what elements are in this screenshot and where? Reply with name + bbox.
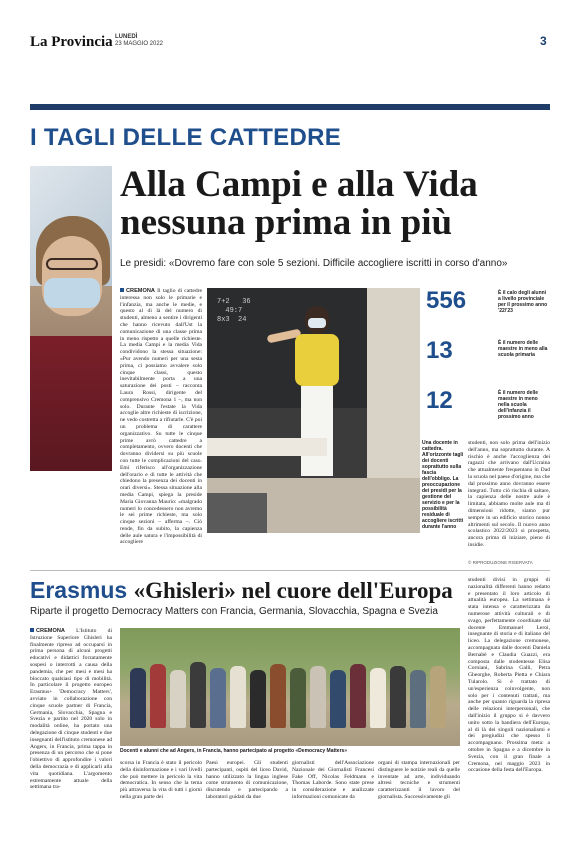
article2-column-5 xyxy=(378,760,460,838)
article2-col3-text: Paesi europei. Gli studenti partecipanti, ospiti del liceo David, hanno utilizzato la lingua inglese come strumento di comunicazione, discutendo e partecipando a laboratori guidati da due xyxy=(206,760,288,800)
article2-column-6 xyxy=(468,577,550,837)
photo-teacher-trousers xyxy=(301,386,333,476)
article1-col3-text: studenti, non solo prima dell'inizio dell'anno, ma soprattutto durante. A rischio è anche l'accoglienza dei ragazzi che arrivano dall'Ucraina che attualmente frequentano in Dad la scuola nel paese d'origine, ma che dal prossimo anno dovranno essere integrati. Tutto ciò rischia di saltare, la capienza delle nostre aule è limitata, abbiamo molte aule ma di dimensioni ridotte, siamo pur sempre in un edificio storico nonno altrimenti sul secolo. Il nuovo anno scolastico 2022/2023 si prospetta, ancora prima di iniziare, pieno di insidie. xyxy=(468,440,550,548)
article2-place: CREMONA xyxy=(36,628,65,634)
stat-label: È il numero delle maestre in meno nella scuola dell'infanzia il prossimo anno xyxy=(498,390,539,420)
stat-value: 556 xyxy=(426,287,467,314)
article2-column-4 xyxy=(292,760,374,838)
article1-column-1 xyxy=(120,288,202,546)
place-marker-icon xyxy=(120,288,124,292)
article1-copyright: © RIPRODUZIONE RISERVATA xyxy=(468,560,533,565)
article2-col5-text: organi di stampa internazionali per distinguere le notizie reali da quelle inventate ad arte, individuando altresì tecniche e strumenti caratterizzanti il lavoro del giornalista. Successivamente gli xyxy=(378,760,460,800)
article2-title: «Ghisleri» nel cuore dell'Europa xyxy=(133,578,453,603)
stat-label: È il calo degli alunni a livello provinciale per il prossimo anno '22/'23 xyxy=(498,290,548,314)
section-rule xyxy=(30,104,550,110)
article1-column-3 xyxy=(468,440,550,558)
photo-mask xyxy=(44,278,100,308)
classroom-photo-caption: Una docente in cattedra. All'orizzonte tagli dei docenti soprattutto sulla fascia dell'obbligo. La preoccupazione dei presidi per la gestione del servizio e per la possibilità residuale di accogliere iscritti durante l'anno xyxy=(422,440,464,530)
photo-chair xyxy=(207,493,267,533)
article1-kicker: I TAGLI DELLE CATTEDRE xyxy=(30,124,342,151)
place-marker-icon xyxy=(30,628,34,632)
article1-standfirst: Le presidi: «Dovremo fare con sole 5 sezioni. Difficile accogliere iscritti in corso d'anno» xyxy=(120,258,508,269)
photo-teacher-shirt xyxy=(295,334,339,386)
article2-column-3 xyxy=(206,760,288,838)
newspaper-logo: La Provincia xyxy=(30,34,113,50)
stat-nursery-teachers xyxy=(426,388,550,434)
article1-place: CREMONA xyxy=(126,288,155,294)
group-photo xyxy=(120,628,460,746)
stat-value: 12 xyxy=(426,387,453,414)
stat-value: 13 xyxy=(426,337,453,364)
article1-headline: Alla Campi e alla Vida nessuna prima in più xyxy=(120,164,478,243)
page-number: 3 xyxy=(540,34,547,48)
stat-pupils-drop xyxy=(426,288,550,334)
stat-label: È il numero delle maestre in meno alla scuola primaria xyxy=(498,340,548,358)
photo-coat xyxy=(30,336,112,471)
article2-col4-text: giornalisti dell'Associazione Nazionale dei Giornalisti Francesi Fake Off, Nicolas Feldmann e Thomas Laborde. Sono state prese in considerazione e analizzate informazioni comunicate da xyxy=(292,760,374,800)
group-photo-caption: Docenti e alunni che ad Angers, in Francia, hanno partecipato al progetto «Democracy Matters» xyxy=(120,748,348,754)
issue-day: LUNEDÌ xyxy=(115,34,138,40)
photo-glasses xyxy=(46,258,98,270)
article1-col1-text: Il taglio di cattedre interessa non solo le primarie e l'infanzia, ma anche le medie, e questo al di là del numero di studenti, almeno a sentire i dirigenti che hanno ricevuto dall'Ust la comunicazione di una classe prima in meno rispetto a quelle richieste. La media Campi e la media Vida condividono la stessa situazione: «Pur avendo numeri per una sesta prima, ci possiamo avvalere solo cinque classi, questo inevitabilmente porta a una saturazione dei posti – racconta Laura Rossi, dirigente del comprensivo Cremona 1 –, ma non solo. Durante l'estate la Vida accoglie altre richieste di iscrizione, ne vedo costretta a rifiutarle. C'è poi un problema di carattere organizzativo. Su tutte le cinque prime avrò cattedre a completamento, ovvero docenti che dovranno dividersi su più scuole con tutte le complicazioni del caso. Emi riferisco all'organizzazione dell'orario e di tutte le attività che chiedono la presenza dei docenti in orari diversi». Stessa situazione alla media Campi, spiega la preside Maria Giovanna Maurio: «malgrado numeri lo concedessero non avremo le sei prime richieste, ma solo cinque sezioni – afferma –. Ciò rende, fin da subito, la capienza delle aule satura e l'impossibilità di accogliere xyxy=(120,288,202,546)
principal-photo xyxy=(30,166,112,471)
article2-column-1 xyxy=(30,628,112,820)
article-divider xyxy=(30,570,550,571)
issue-date-text: 23 MAGGIO 2022 xyxy=(115,41,164,47)
photo-teacher-mask xyxy=(308,318,326,328)
issue-date xyxy=(115,34,163,48)
article2-headline xyxy=(30,577,453,604)
article2-col1-text: L'Istituto di Istruzione Superiore Ghisleri ha finalmente ripreso ad occuparsi in prima persona di alcuni progetti educativi e didattici forzatamente sospesi o interrotti a causa della pandemia, che per mesi e mesi ha bloccato qualsiasi tipo di mobilità. In particolare il progetto europeo Erasmus+ 'Democracy Matters', avviato in collaborazione con cinque scuole partner di Francia, Germania, Slovacchia, Spagna e Svezia e partito nel 2020 solo in modalità online, ha portato una delegazione di cinque studenti e due insegnanti dell'istituto cremonese ad Angers, in Francia, prima tappa in presenza di un percorso che si pone l'obiettivo di approfondire i valori della democrazia e di applicarli alla vita quotidiana. L'argomento estremamente attuale della settimana tra- xyxy=(30,628,112,791)
photo-chalk-writing: 7+2 36 49:7 8x3 24 xyxy=(217,298,251,324)
classroom-photo xyxy=(207,288,420,533)
page-header xyxy=(0,0,580,60)
article2-column-2 xyxy=(120,760,202,838)
article2-standfirst: Riparte il progetto Democracy Matters con Francia, Germania, Slovacchia, Spagna e Svezia xyxy=(30,606,438,617)
stat-primary-teachers xyxy=(426,338,550,384)
article2-kicker: Erasmus xyxy=(30,577,128,603)
article2-col6-text: studenti divisi in gruppi di nazionalità differenti hanno redatto e presentato il loro articolo di attualità europea. La settimana è stata intensa e caratterizzata da numerose attività culturali e di svago, perfettamente coordinate dal docente Emmanuel Leroi, insegnante di storia e di italiano del liceo. La delegazione cremonese, accompagnata dalle docenti Daniela Bernabè e Claudia Guazzi, era composta dalle studentesse Elisa Corniani, Sabrina Galli, Petra Gheorghe, Roberta Pietta e Chiara Tularolo. Si è trattato di un'esperienza coinvolgente, non solo per i contenuti trattati, ma anche per quanto riguarda la ripresa delle relazioni interpersonali, che dall'inizio il gruppo si è davvero unito sotto la bandiera dell'Europa, al di là dei singoli nazionalismi e dei pregiudizi che spesso li accompagnano. Prossima meta: a ottobre in Spagna e a dicembre in Svezia, con il gran finale a Cremona, nel maggio 2023 in occasione della festa dell'Europa. xyxy=(468,577,550,774)
article2-col2-text: scorsa in Francia è stato il pericolo della disinformazione e i vari livelli che può mettere in pericolo la vita democratica. In senso che la tema più attraversa la vita di tutti i giorni nella gran parte dei xyxy=(120,760,202,800)
photo-desk xyxy=(207,438,327,456)
